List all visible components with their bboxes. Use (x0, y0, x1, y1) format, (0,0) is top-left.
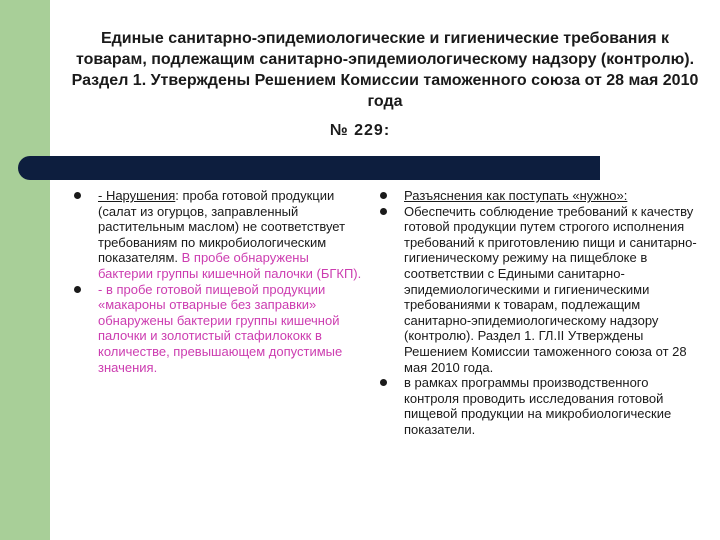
violations-label: - Нарушения (98, 188, 176, 203)
slide-title: Единые санитарно-эпидемиологические и гигиенические требования к товарам, подлежащим санитарно-эпидемиологическому надзору (контролю). Раздел 1. Утверждены Решением Комиссии таможенного союза от 28 мая 2010 года (71, 30, 699, 110)
list-item (380, 188, 702, 204)
explanations-heading: Разъяснения как поступать «нужно»: (404, 188, 628, 203)
requirement-text: Обеспечить соблюдение требований к качеству готовой продукции путем строгого исполнения требований к приготовлению пищи и санитарно-гигиеническому режиму на пищеблоке в соответствии с Едиными санитарно-эпидемиологическими и гигиеническими требованиями к товарам, подлежащим санитарно-эпидемиологическому надзору (контролю). Раздел 1. ГЛ.II Утверждены Решением Комиссии таможенного союза от 28 мая 2010 года. (404, 203, 697, 375)
bullet-icon (380, 192, 387, 199)
bullet-icon (74, 192, 81, 199)
violation-finding-text: В пробе обнаружены бактерии группы кишечной палочки (БГКП). (98, 250, 362, 281)
control-program-text: в рамках программы производственного контроля проводить исследования готовой пищевой продукции на микробиологические показатели. (404, 375, 672, 437)
document-number: № 229: (329, 122, 391, 139)
left-accent-strip (0, 0, 50, 540)
bullet-icon (74, 286, 81, 293)
violation-finding-text: - в пробе готовой пищевой продукции «макароны отварные без заправки» обнаружены бактерии группы кишечной палочки и золотистый стафилококк в количестве, превышающем допустимые значения. (98, 281, 343, 375)
list-item (380, 204, 702, 376)
bullet-icon (380, 208, 387, 215)
list-item (74, 188, 366, 282)
list-item (380, 375, 702, 437)
violation-text: : проба готовой продукции (салат из огурцов, заправленный растительным маслом) не соответствует требованиям по микробиологическим показателям. (98, 188, 346, 266)
list-item (74, 282, 366, 376)
bullet-icon (380, 379, 387, 386)
explanations-column (380, 188, 702, 438)
violations-column (74, 188, 366, 375)
header-divider-bar (18, 156, 600, 180)
